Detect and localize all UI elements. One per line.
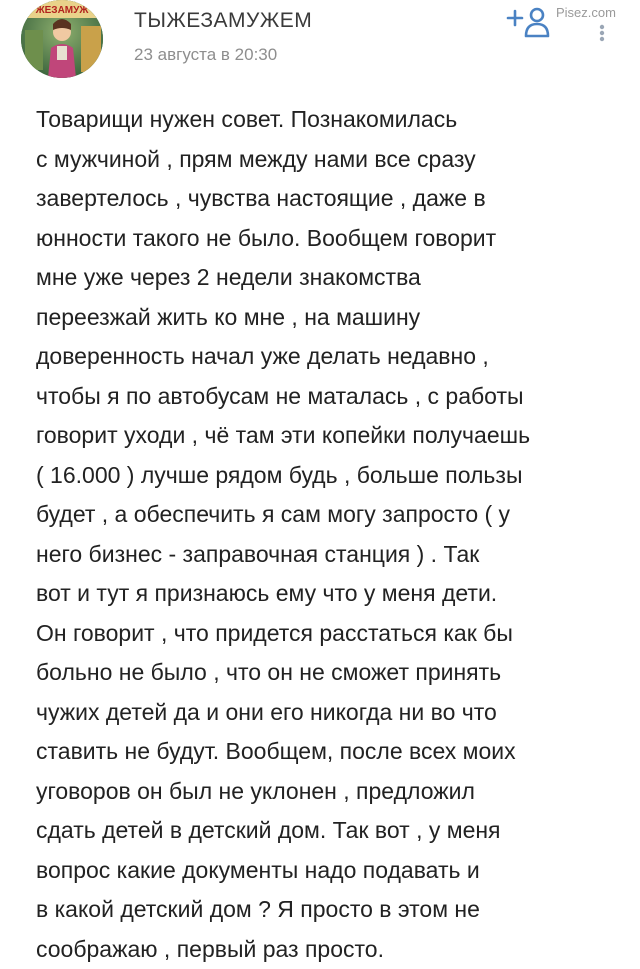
- post-text-line: вот и тут я признаюсь ему что у меня дети.: [36, 574, 636, 614]
- more-options-button[interactable]: [594, 24, 610, 42]
- post-text-line: него бизнес - заправочная станция ) . Так: [36, 535, 636, 575]
- post-header: [0, 0, 640, 90]
- post-text-line: чужих детей да и они его никогда ни во что: [36, 693, 636, 733]
- post-text-line: чтобы я по автобусам не маталась , с работы: [36, 377, 636, 417]
- post-text-line: будет , а обеспечить я сам могу запросто ( у: [36, 495, 636, 535]
- post-text-line: Товарищи нужен совет. Познакомилась: [36, 100, 636, 140]
- watermark: Pisez.com: [556, 5, 616, 20]
- post-text-line: с мужчиной , прям между нами все сразу: [36, 140, 636, 180]
- post-body: [36, 100, 636, 969]
- add-friend-button[interactable]: [505, 6, 553, 38]
- avatar-caption: ЖЕЗАМУЖ: [35, 5, 90, 16]
- post-text-line: доверенность начал уже делать недавно ,: [36, 337, 636, 377]
- post-text-line: мне уже через 2 недели знакомства: [36, 258, 636, 298]
- post-text-line: вопрос какие документы надо подавать и: [36, 851, 636, 891]
- post-text-line: завертелось , чувства настоящие , даже в: [36, 179, 636, 219]
- avatar-image: [21, 0, 103, 78]
- post-text-line: юнности такого не было. Вообщем говорит: [36, 219, 636, 259]
- vertical-dots-icon: [594, 24, 610, 42]
- post-date[interactable]: 23 августа в 20:30: [134, 45, 277, 65]
- post-text-line: уговоров он был не уклонен , предложил: [36, 772, 636, 812]
- add-user-icon: [505, 6, 553, 38]
- post-text-line: Он говорит , что придется расстаться как бы: [36, 614, 636, 654]
- author-name[interactable]: ТЫЖЕЗАМУЖЕМ: [134, 9, 312, 33]
- post-text-line: говорит уходи , чё там эти копейки получаешь: [36, 416, 636, 456]
- avatar[interactable]: [21, 0, 103, 78]
- post-text-line: переезжай жить ко мне , на машину: [36, 298, 636, 338]
- post-text-line: ( 16.000 ) лучше рядом будь , больше пользы: [36, 456, 636, 496]
- post-text-line: больно не было , что он не сможет принять: [36, 653, 636, 693]
- post-text-line: ставить не будут. Вообщем, после всех моих: [36, 732, 636, 772]
- post-text-line: в какой детский дом ? Я просто в этом не: [36, 890, 636, 930]
- post-text-line: сдать детей в детский дом. Так вот , у меня: [36, 811, 636, 851]
- post-text-line: соображаю , первый раз просто.: [36, 930, 636, 969]
